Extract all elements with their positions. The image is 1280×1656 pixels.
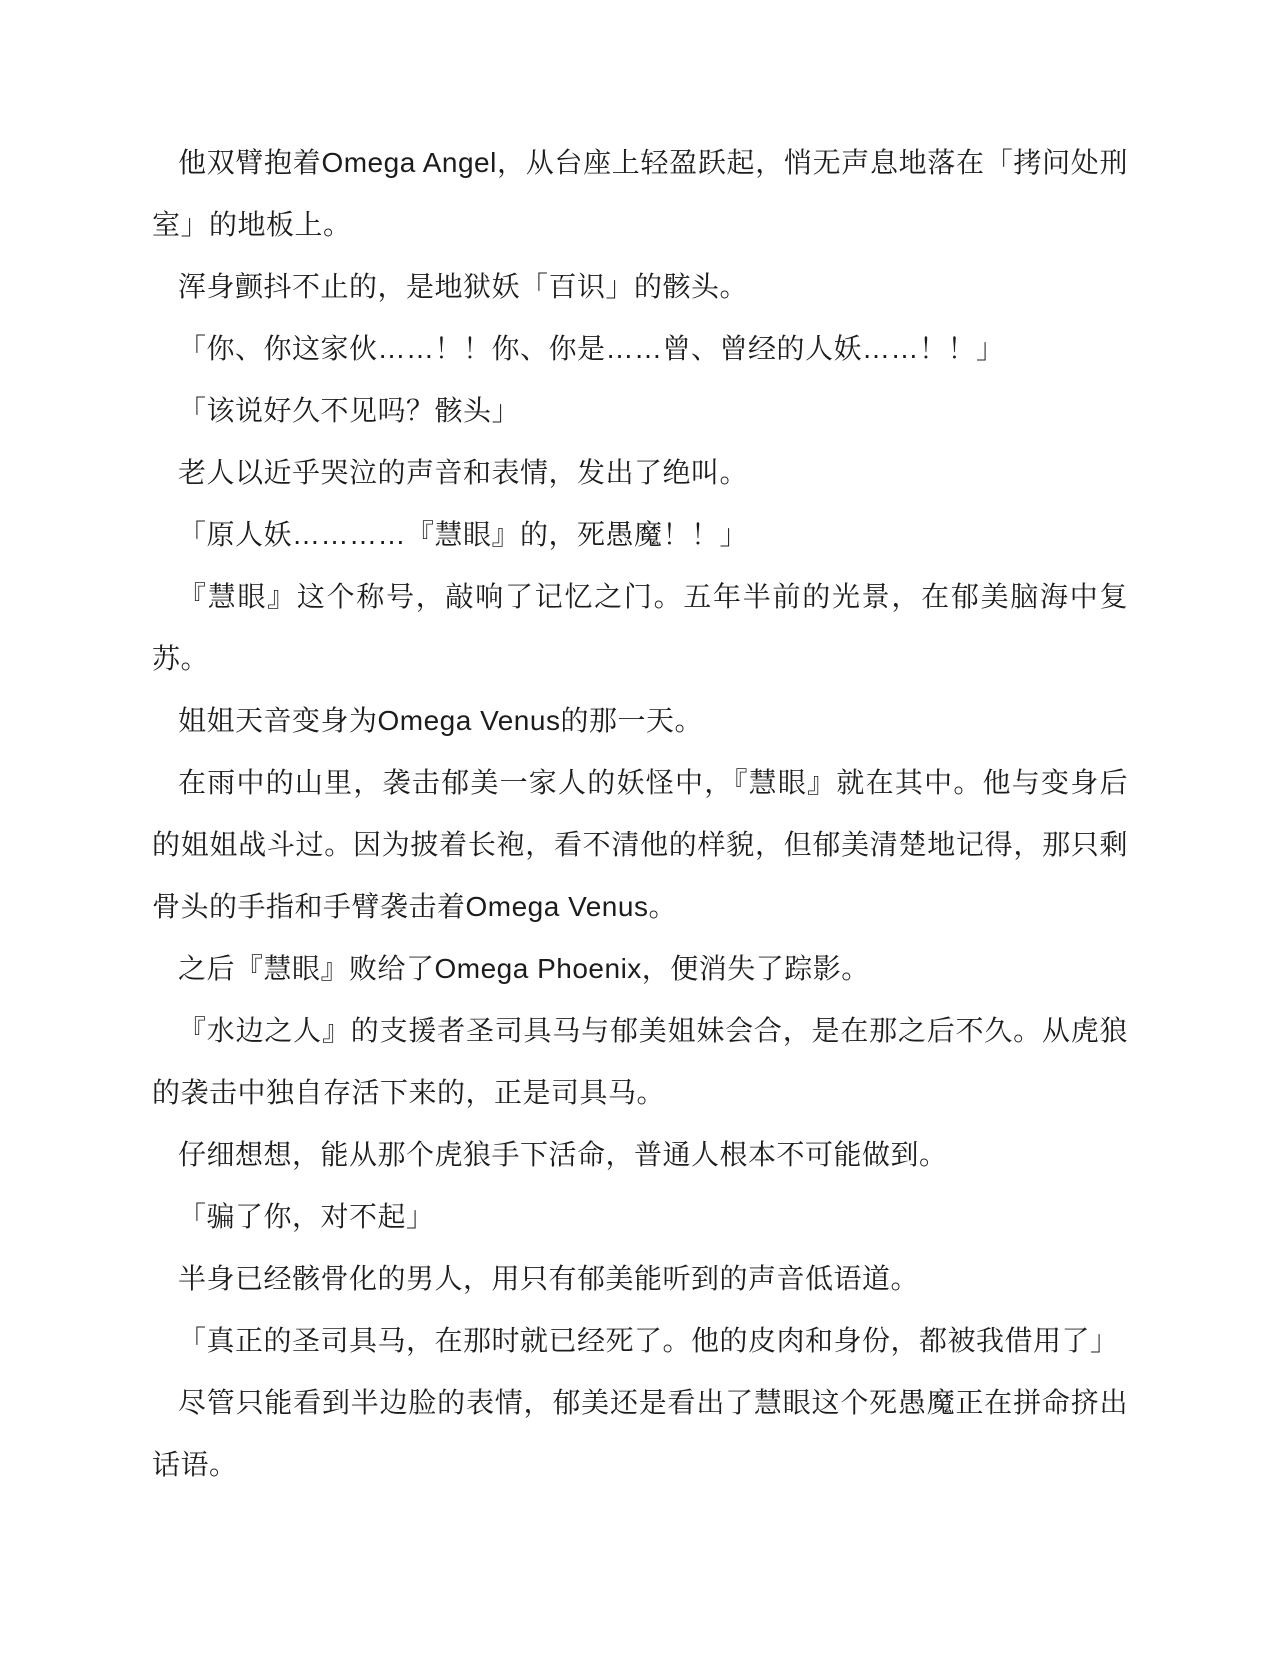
paragraph-dialogue: 「真正的圣司具马，在那时就已经死了。他的皮肉和身份，都被我借用了」 xyxy=(178,1325,1119,1356)
novel-text-body xyxy=(152,132,1128,1496)
paragraph-dialogue: 「骗了你，对不起」 xyxy=(178,1201,435,1232)
paragraph: 仔细想想，能从那个虎狼手下活命，普通人根本不可能做到。 xyxy=(178,1139,948,1170)
paragraph: 姐姐天音变身为Omega Venus的那一天。 xyxy=(178,705,703,736)
paragraph: 『慧眼』这个称号，敲响了记忆之门。五年半前的光景，在郁美脑海中复苏。 xyxy=(152,581,1128,674)
paragraph: 『水边之人』的支援者圣司具马与郁美姐妹会合，是在那之后不久。从虎狼的袭击中独自存活下来的，正是司具马。 xyxy=(152,1015,1128,1108)
paragraph: 在雨中的山里，袭击郁美一家人的妖怪中，『慧眼』就在其中。他与变身后的姐姐战斗过。因为披着长袍，看不清他的样貌，但郁美清楚地记得，那只剩骨头的手指和手臂袭击着Omega Venus。 xyxy=(152,767,1128,922)
paragraph: 之后『慧眼』败给了Omega Phoenix，便消失了踪影。 xyxy=(178,953,870,984)
paragraph: 浑身颤抖不止的，是地狱妖「百识」的骸头。 xyxy=(178,271,749,302)
paragraph: 老人以近乎哭泣的声音和表情，发出了绝叫。 xyxy=(178,457,749,488)
paragraph-dialogue: 「该说好久不见吗？骸头」 xyxy=(178,395,521,426)
paragraph: 他双臂抱着Omega Angel，从台座上轻盈跃起，悄无声息地落在「拷问处刑室」的地板上。 xyxy=(152,147,1128,240)
paragraph-dialogue: 「原人妖…………『慧眼』的，死愚魔！！」 xyxy=(178,519,749,550)
paragraph-dialogue: 「你、你这家伙……！！你、你是……曾、曾经的人妖……！！」 xyxy=(178,333,1005,364)
paragraph: 尽管只能看到半边脸的表情，郁美还是看出了慧眼这个死愚魔正在拼命挤出话语。 xyxy=(152,1387,1128,1480)
paragraph: 半身已经骸骨化的男人，用只有郁美能听到的声音低语道。 xyxy=(178,1263,920,1294)
